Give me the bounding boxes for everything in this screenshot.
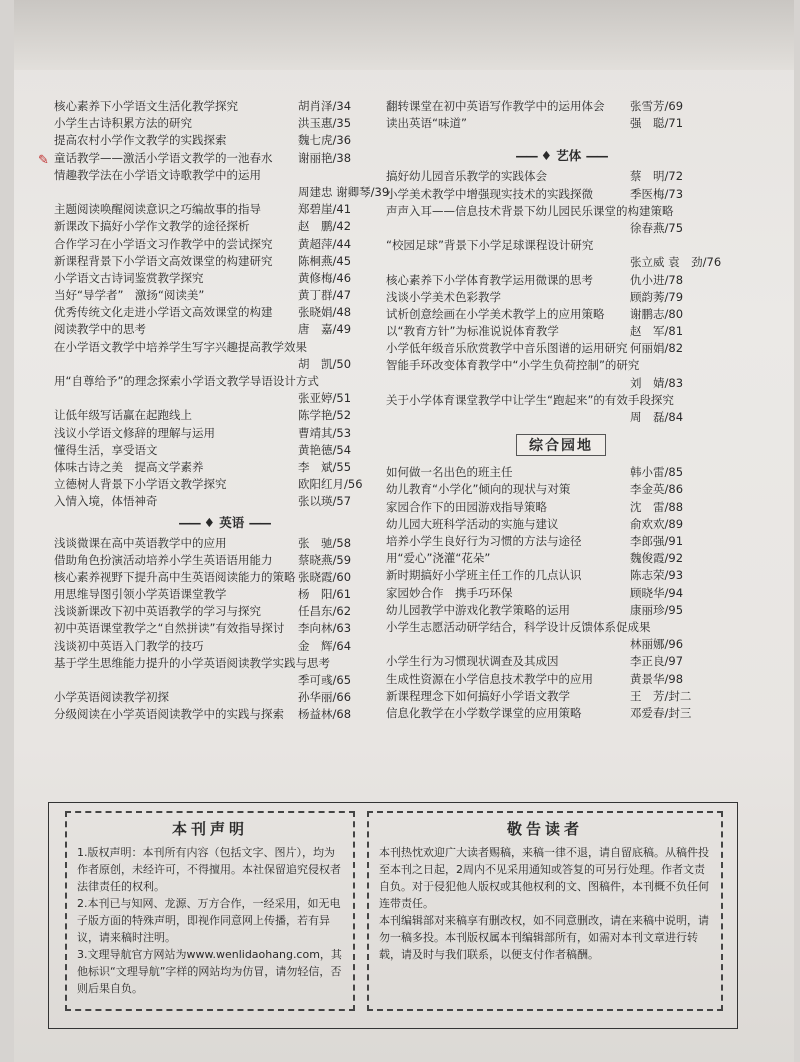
toc-entry <box>54 459 394 476</box>
article-author-page: 季可彧/65 <box>298 673 352 688</box>
article-author-page: 张立威 袁 劲/76 <box>630 255 722 270</box>
article-title: 翻转课堂在初中英语写作教学中的运用体会 <box>386 99 605 113</box>
article-title: 关于小学体育课堂教学中让学生“跑起来”的有效手段探究 <box>386 392 674 407</box>
article-author-page: 唐 嘉/49 <box>298 322 352 337</box>
reader-notice-box <box>367 811 723 1011</box>
toc-entry <box>386 688 736 705</box>
article-title: 立德树人背景下小学语文教学探究 <box>54 477 227 492</box>
article-title: 浅谈新课改下初中英语教学的学习与探究 <box>54 604 261 619</box>
toc-entry <box>386 237 736 271</box>
toc-entry <box>386 567 736 584</box>
article-title: 幼儿教育“小学化”倾向的现状与对策 <box>386 482 571 497</box>
article-title: 小学低年级音乐欣赏教学中音乐图谱的运用研究 <box>386 341 628 356</box>
article-author-page: 黄超萍/44 <box>298 236 352 251</box>
article-title: 体味古诗之美 提高文学素养 <box>54 459 204 474</box>
article-title: 分级阅读在小学英语阅读教学中的实践与探索 <box>54 707 284 722</box>
article-title: 新时期搞好小学班主任工作的几点认识 <box>386 568 582 583</box>
toc-entry <box>54 373 394 407</box>
article-author-page: 王 芳/封二 <box>630 688 692 703</box>
article-author-page: 李向林/63 <box>298 621 352 636</box>
article-author-page: 杨益林/68 <box>298 707 352 722</box>
article-title: 小学语文古诗词鉴赏教学探究 <box>54 270 204 285</box>
article-author-page: 顾晓华/94 <box>630 585 684 600</box>
toc-entry <box>54 270 394 287</box>
toc-entry <box>54 407 394 424</box>
article-title: 试析创意绘画在小学美术教学上的应用策略 <box>386 306 605 321</box>
article-author-page: 周建忠 谢卿琴/39 <box>298 184 390 199</box>
toc-entry <box>386 516 736 533</box>
article-author-page: 韩小雷/85 <box>630 465 684 480</box>
toc-entry <box>54 569 394 586</box>
toc-entry <box>386 340 736 357</box>
article-author-page: 张亚婷/51 <box>298 391 352 406</box>
toc-entry <box>54 493 394 510</box>
article-title: 核心素养下小学体育教学运用微课的思考 <box>386 272 593 287</box>
toc-entry <box>386 585 736 602</box>
toc-group-chinese <box>54 98 394 511</box>
article-author-page: 康丽珍/95 <box>630 602 684 617</box>
article-author-page: 魏七虎/36 <box>298 133 352 148</box>
pen-mark-icon: ✎ <box>38 153 49 168</box>
article-title: 合作学习在小学语文习作教学中的尝试探究 <box>54 236 273 251</box>
article-author-page: 李金英/86 <box>630 482 684 497</box>
toc-entry <box>386 98 736 115</box>
page-top-shadow <box>14 0 794 70</box>
toc-entry <box>386 602 736 619</box>
article-title: 浅谈小学美术色彩教学 <box>386 289 501 304</box>
article-title: 让低年级写话赢在起跑线上 <box>54 408 192 423</box>
toc-entry <box>54 535 394 552</box>
article-title: 当好“导学者” 激扬“阅读美” <box>54 288 205 303</box>
article-title: 懂得生活，享受语文 <box>54 442 158 457</box>
toc-entry <box>386 499 736 516</box>
article-author-page: 魏俊霞/92 <box>630 551 684 566</box>
article-title: 搞好幼儿园音乐教学的实践体会 <box>386 169 547 184</box>
article-author-page: 孙华丽/66 <box>298 690 352 705</box>
article-author-page: 张晓娟/48 <box>298 305 352 320</box>
article-author-page: 俞欢欢/89 <box>630 516 684 531</box>
article-title: 用思维导图引领小学英语课堂教学 <box>54 587 227 602</box>
notice-left-para: 1.版权声明：本刊所有内容（包括文字、图片），均为作者原创，未经许可，不得擅用。本社保留追究侵权者法律责任的权利。 <box>77 846 341 893</box>
toc-right-column <box>386 98 736 722</box>
article-author-page: 黄丁群/47 <box>298 288 352 303</box>
article-title: 声声入耳——信息技术背景下幼儿园民乐课堂的构建策略 <box>386 203 674 218</box>
toc-entry <box>386 550 736 567</box>
article-title: 提高农村小学作文教学的实践探索 <box>54 133 227 148</box>
toc-entry <box>54 253 394 270</box>
article-title: 小学生志愿活动研学结合，科学设计反馈体系促成果 <box>386 619 651 634</box>
toc-left-column <box>54 98 394 724</box>
article-author-page: 杨 阳/61 <box>298 587 352 602</box>
toc-entry <box>54 689 394 706</box>
article-title: 借助角色扮演活动培养小学生英语语用能力 <box>54 552 273 567</box>
toc-entry <box>386 115 736 132</box>
notice-area <box>48 802 738 1029</box>
article-author-page: 蔡晓燕/59 <box>298 552 352 567</box>
toc-entry <box>386 533 736 550</box>
article-title: 新课程背景下小学语文高效课堂的构建研究 <box>54 253 273 268</box>
article-author-page: 谢丽艳/38 <box>298 150 352 165</box>
article-author-page: 陈桐燕/45 <box>298 253 352 268</box>
article-title: 浅谈初中英语入门教学的技巧 <box>54 638 204 653</box>
copyright-notice-box <box>65 811 355 1011</box>
notice-right-title: 敬告读者 <box>506 820 583 838</box>
article-title: 情趣教学法在小学语文诗歌教学中的运用 <box>54 167 261 182</box>
toc-entry <box>54 236 394 253</box>
toc-entry <box>54 706 394 723</box>
article-title: 核心素养下小学语文生活化教学探究 <box>54 99 238 113</box>
article-author-page: 洪玉惠/35 <box>298 116 352 131</box>
toc-entry <box>54 339 394 373</box>
article-author-page: 李郎强/91 <box>630 534 684 548</box>
magazine-page <box>14 0 794 1062</box>
article-title: 智能手环改变体育教学中“小学生负荷控制”的研究 <box>386 358 640 373</box>
article-title: “校园足球”背景下小学足球课程设计研究 <box>386 238 594 253</box>
toc-entry <box>54 655 394 689</box>
toc-entry <box>386 289 736 306</box>
article-title: 小学美术教学中增强现实技术的实践探微 <box>386 186 593 201</box>
article-author-page: 顾韵莠/79 <box>630 289 684 304</box>
notice-left-para: 2.本刊已与知网、龙源、万方合作，一经采用，如无电子版方面的特殊声明，即视作同意网上传播，若有异议，请来稿时注明。 <box>77 897 341 944</box>
article-author-page: 黄景华/98 <box>630 671 684 686</box>
article-title: 童话教学——激活小学语文教学的一池春水 <box>54 150 273 165</box>
toc-entry <box>54 115 394 132</box>
toc-entry <box>54 476 394 493</box>
article-title: 幼儿园教学中游戏化教学策略的运用 <box>386 602 570 617</box>
article-title: 小学英语阅读教学初探 <box>54 690 169 705</box>
toc-entry <box>54 150 394 167</box>
toc-entry <box>386 186 736 203</box>
notice-left-para: 3.文理导航官方网站为www.wenlidaohang.com，其他标识“文理导航”字样的网站均为仿冒，请勿轻信，否则后果自负。 <box>77 948 342 995</box>
toc-entry <box>54 620 394 637</box>
toc-entry <box>54 167 394 201</box>
article-title: 读出英语“味道” <box>386 116 467 131</box>
article-title: 初中英语课堂教学之“自然拼读”有效指导探讨 <box>54 621 285 636</box>
toc-entry <box>54 552 394 569</box>
toc-group-english <box>54 535 394 724</box>
article-author-page: 林丽娜/96 <box>630 637 684 652</box>
article-title: 家园合作下的田园游戏指导策略 <box>386 499 547 514</box>
article-author-page: 黄修梅/46 <box>298 270 352 285</box>
article-author-page: 郑碧崖/41 <box>298 202 352 217</box>
article-title: 入情入境，体悟神奇 <box>54 494 158 509</box>
article-title: 用“爱心”浇灌“花朵” <box>386 551 491 566</box>
article-title: 在小学语文教学中培养学生写字兴趣提高教学效果 <box>54 339 307 354</box>
article-author-page: 胡肖泽/34 <box>298 99 352 113</box>
notice-right-para: 本刊编辑部对来稿享有删改权，如不同意删改，请在来稿中说明，请勿一稿多投。本刊版权属本刊编辑部所有，如需对本刊文章进行转载，请及时与我们联系，以便支付作者稿酬。 <box>379 914 709 961</box>
article-title: 信息化教学在小学数学课堂的应用策略 <box>386 705 582 720</box>
toc-entry <box>386 357 736 391</box>
section-heading-garden: 综合园地 <box>386 434 736 456</box>
article-author-page: 周 磊/84 <box>630 410 684 425</box>
notice-right-para: 本刊热忱欢迎广大读者赐稿，来稿一律不退，请自留底稿。从稿件投至本刊之日起，2周内不见采用通知或答复的可另行处理。作者文责自负。对于侵犯他人版权或其他权利的文、图稿件，本刊概不负任何连带责任。 <box>379 846 709 910</box>
article-author-page: 强 聪/71 <box>630 116 684 131</box>
article-author-page: 黄艳德/54 <box>298 442 352 457</box>
toc-entry <box>54 201 394 218</box>
article-title: 基于学生思维能力提升的小学英语阅读教学实践与思考 <box>54 655 330 670</box>
article-title: 优秀传统文化走进小学语文高效课堂的构建 <box>54 305 273 320</box>
toc-entry <box>54 218 394 235</box>
article-title: 家园妙合作 携手巧环保 <box>386 585 513 600</box>
toc-entry <box>386 392 736 426</box>
toc-entry <box>386 619 736 653</box>
article-author-page: 张 驰/58 <box>298 535 352 550</box>
article-title: 小学生行为习惯现状调查及其成因 <box>386 654 559 669</box>
toc-entry <box>54 442 394 459</box>
article-author-page: 徐春燕/75 <box>630 220 684 235</box>
article-author-page: 季医梅/73 <box>630 186 684 201</box>
toc-entry <box>54 321 394 338</box>
article-title: 如何做一名出色的班主任 <box>386 465 513 480</box>
article-author-page: 任昌东/62 <box>298 604 352 619</box>
toc-entry <box>386 203 736 237</box>
article-author-page: 陈学艳/52 <box>298 408 352 423</box>
toc-entry <box>54 304 394 321</box>
article-title: 浅谈微课在高中英语教学中的应用 <box>54 535 227 550</box>
article-author-page: 蔡 明/72 <box>630 169 684 184</box>
article-title: 核心素养视野下提升高中生英语阅读能力的策略 <box>54 569 296 584</box>
article-author-page: 欧阳红月/56 <box>298 477 363 492</box>
toc-entry <box>54 425 394 442</box>
toc-entry <box>54 287 394 304</box>
article-title: 小学生古诗积累方法的研究 <box>54 116 192 131</box>
toc-group-arts <box>386 168 736 426</box>
toc-group-garden <box>386 464 736 722</box>
toc-entry <box>54 603 394 620</box>
article-title: 幼儿园大班科学活动的实施与建议 <box>386 516 559 531</box>
article-author-page: 胡 凯/50 <box>298 356 352 371</box>
article-author-page: 仇小进/78 <box>630 272 684 287</box>
toc-entry <box>386 464 736 481</box>
article-author-page: 曹靖其/53 <box>298 425 352 440</box>
article-author-page: 赵 军/81 <box>630 324 684 339</box>
article-title: 浅议小学语文修辞的理解与运用 <box>54 425 215 440</box>
article-author-page: 金 辉/64 <box>298 638 352 653</box>
article-author-page: 沈 雷/88 <box>630 499 684 514</box>
article-author-page: 邓爱春/封三 <box>630 705 692 720</box>
toc-entry <box>54 638 394 655</box>
toc-entry <box>386 671 736 688</box>
toc-entry <box>54 132 394 149</box>
article-title: 新课程理念下如何搞好小学语文教学 <box>386 688 570 703</box>
article-title: 新课改下搞好小学作文教学的途径探析 <box>54 219 250 234</box>
article-title: 培养小学生良好行为习惯的方法与途径 <box>386 534 582 548</box>
section-heading-english: —— ♦ 英语 —— <box>178 514 270 530</box>
article-author-page: 张晓霞/60 <box>298 569 352 584</box>
article-author-page: 李正良/97 <box>630 654 684 669</box>
article-author-page: 张雪芳/69 <box>630 99 684 113</box>
article-author-page: 陈志荣/93 <box>630 568 684 583</box>
toc-entry <box>386 705 736 722</box>
article-author-page: 张以瑛/57 <box>298 494 352 509</box>
toc-entry <box>386 272 736 289</box>
article-author-page: 谢鹏志/80 <box>630 306 684 321</box>
toc-entry <box>54 98 394 115</box>
section-heading-arts: —— ♦ 艺体 —— <box>515 148 607 164</box>
article-title: 以“教育方针”为标准说说体育教学 <box>386 324 559 339</box>
notice-left-title: 本刊声明 <box>171 820 248 838</box>
toc-entry <box>386 323 736 340</box>
article-title: 主题阅读唤醒阅读意识之巧编故事的指导 <box>54 202 261 217</box>
toc-entry <box>386 306 736 323</box>
toc-entry <box>54 586 394 603</box>
toc-group-english-cont <box>386 98 736 132</box>
article-author-page: 赵 鹏/42 <box>298 219 352 234</box>
article-author-page: 李 斌/55 <box>298 459 352 474</box>
article-title: 阅读教学中的思考 <box>54 322 146 337</box>
article-title: 生成性资源在小学信息技术教学中的应用 <box>386 671 593 686</box>
article-author-page: 刘 婧/83 <box>630 375 684 390</box>
toc-entry <box>386 168 736 185</box>
article-title: 用“自尊给予”的理念探索小学语文教学导语设计方式 <box>54 374 319 389</box>
toc-entry <box>386 653 736 670</box>
toc-entry <box>386 481 736 498</box>
article-author-page: 何丽娟/82 <box>630 341 684 356</box>
